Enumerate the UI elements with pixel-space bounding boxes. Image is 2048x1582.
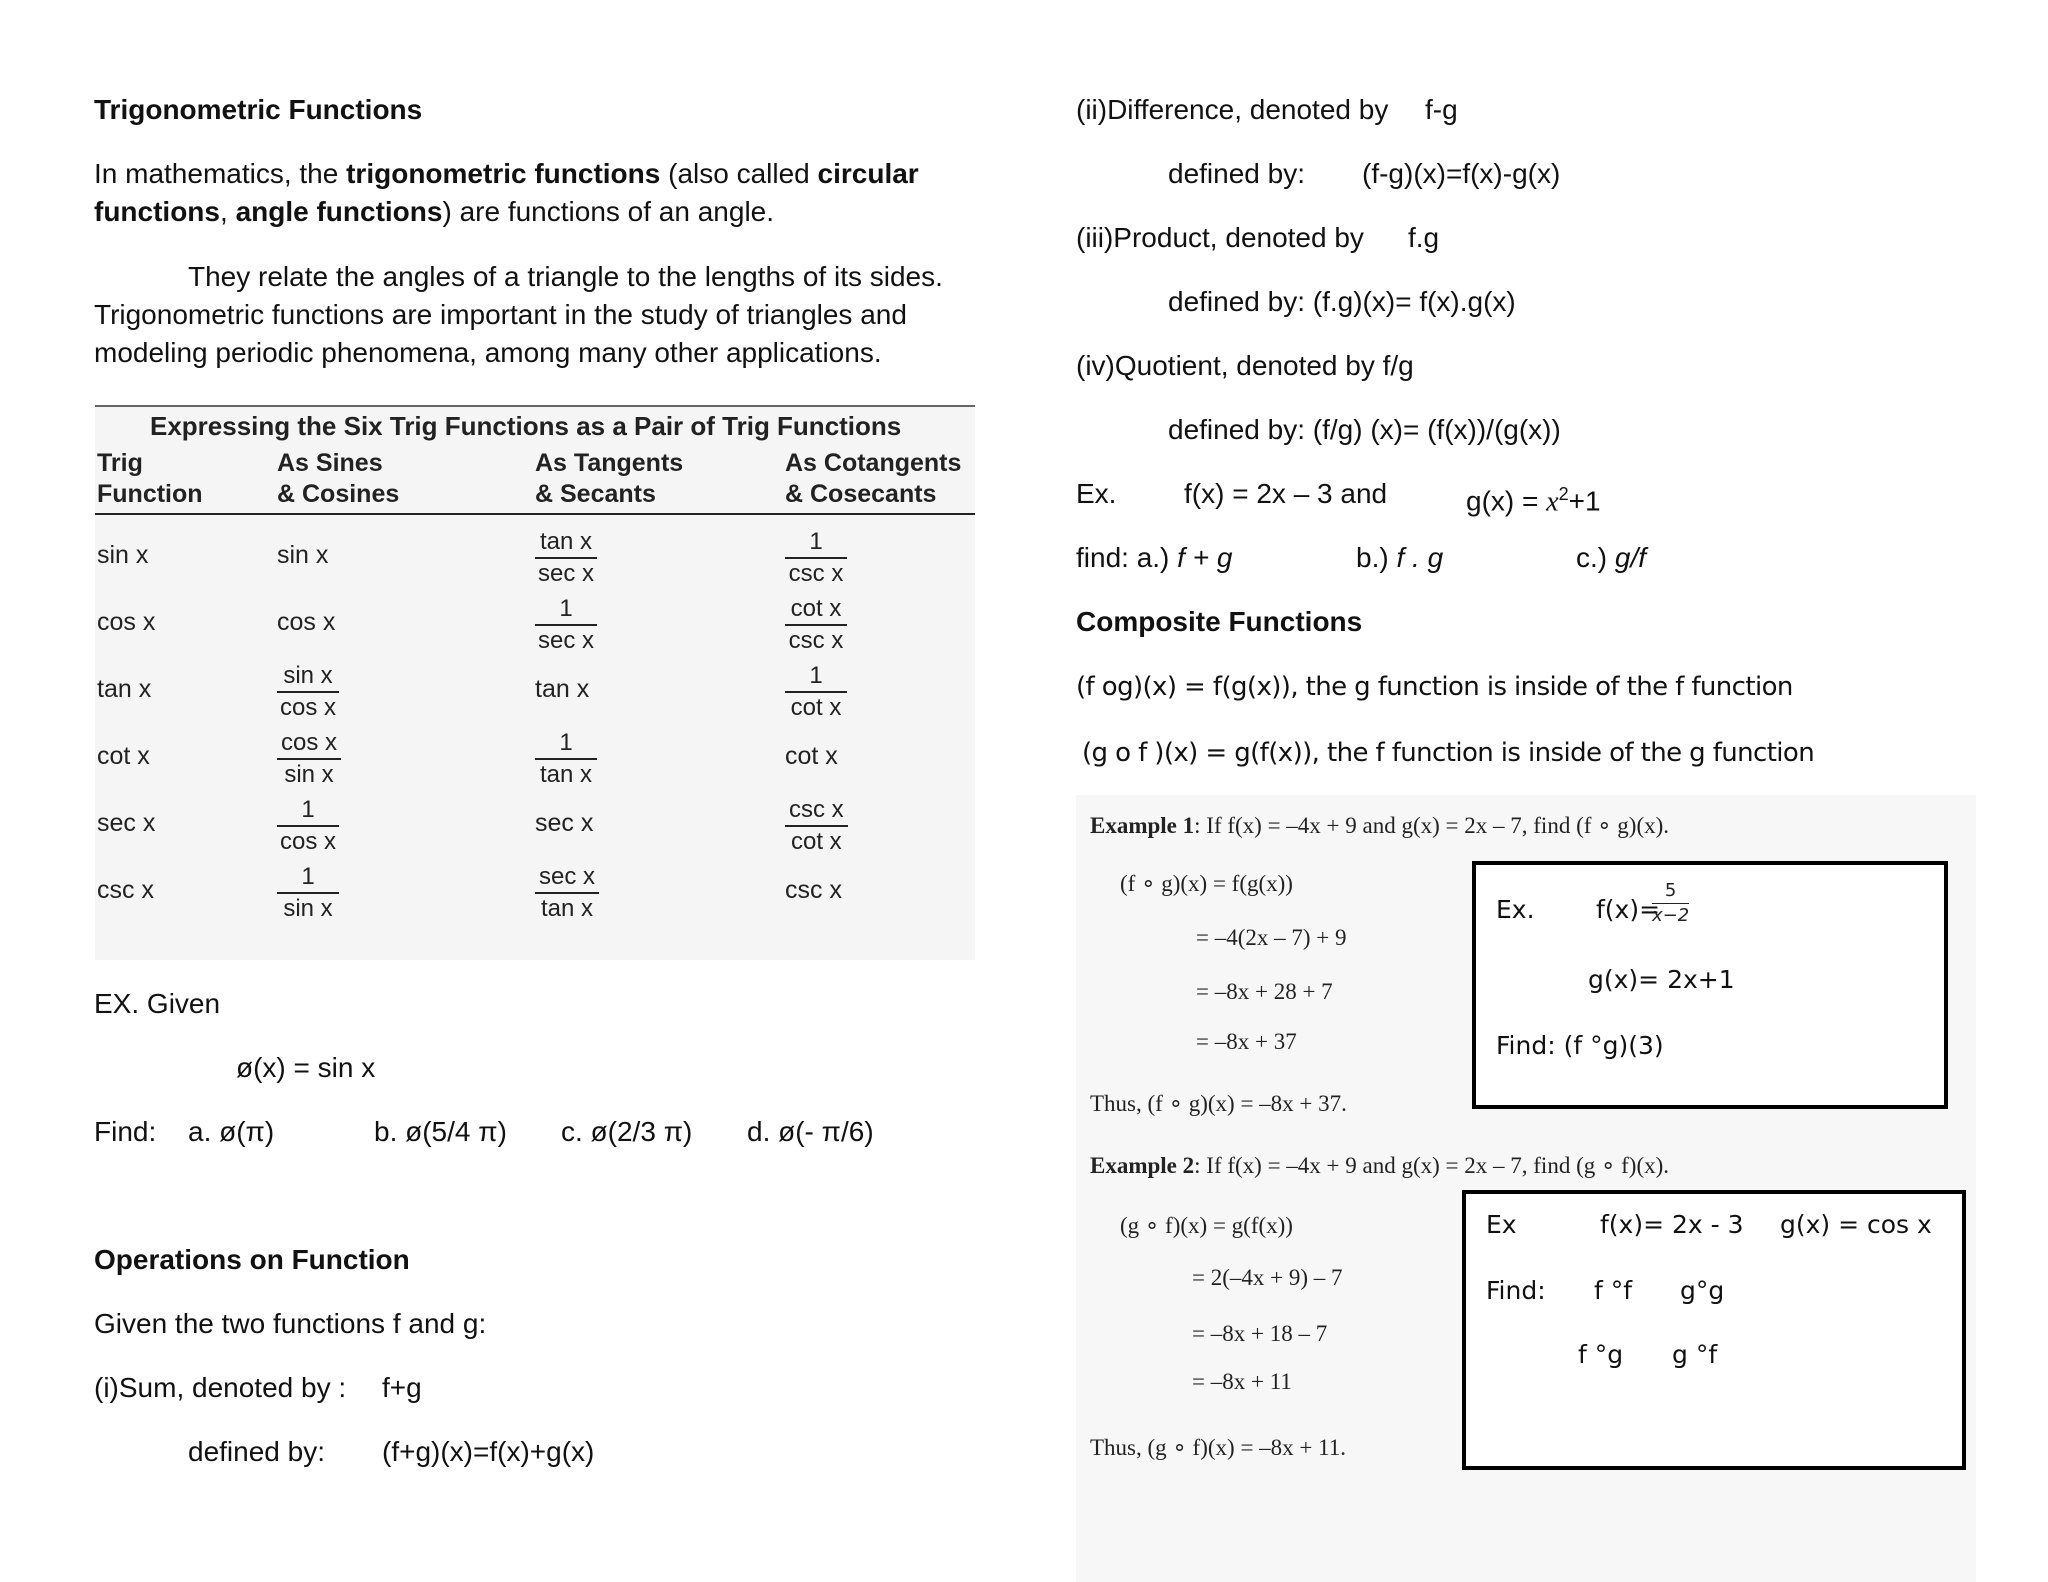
example2-conclusion: Thus, (g ∘ f)(x) = –8x + 11. [1090,1435,1347,1460]
find-item-b: b. ø(5/4 π) [374,1116,507,1147]
table-cell-value: csc x [785,876,842,904]
example2-title-bold: Example 2 [1090,1153,1195,1178]
fraction-denominator: csc x [788,627,844,654]
fraction-numerator: sec x [535,862,599,894]
find-c: g/f [1614,542,1647,573]
table-cell-fraction [277,661,339,723]
header-line: As Cotangents [785,449,962,477]
operations-intro: Given the two functions f and g: [94,1308,487,1339]
box2-f-of-g: f °g [1578,1340,1624,1369]
fraction-denominator: sin x [283,895,333,922]
example1-title-rest: : If f(x) = –4x + 9 and g(x) = 2x – 7, find (f ∘ g)(x). [1194,813,1670,838]
table-cell-value: cos x [277,608,336,636]
example1-step-4: = –8x + 37 [1196,1029,1297,1054]
example1-conclusion: Thus, (f ∘ g)(x) = –8x + 37. [1090,1091,1347,1116]
table-cell-fraction [785,594,847,656]
fraction-numerator: 1 [277,795,339,827]
box2-g: g(x) = cos x [1780,1210,1932,1239]
table-cell-value: cot x [785,742,838,770]
example2-title [1090,1152,1669,1180]
paragraph-line: modeling periodic phenomena, among many other applications. [94,337,882,368]
fraction-denominator: tan x [539,761,593,788]
product-definition: defined by: (f.g)(x)= f(x).g(x) [1168,286,1516,317]
header-line: & Secants [535,480,656,508]
exercise-box-1 [1472,861,1948,1109]
sum-label: (i)Sum, denoted by : [94,1372,347,1403]
fraction-numerator: 1 [785,661,847,693]
table-cell-function: sin x [97,541,149,569]
header-line: As Sines [277,449,383,477]
box2-find: Find: [1486,1276,1546,1305]
table-cell-fraction [535,728,597,790]
example2-step-3: = –8x + 18 – 7 [1192,1321,1328,1346]
paragraph-line: They relate the angles of a triangle to the lengths of its sides. [188,261,943,292]
fraction-numerator: tan x [535,527,597,559]
fraction-numerator: sin x [277,661,339,693]
example-g-variable: x [1546,486,1559,518]
find-item-c: c. ø(2/3 π) [561,1116,693,1147]
intro-term: trigonometric functions [346,158,661,189]
quotient-label: (iv)Quotient, denoted by f/g [1076,350,1414,381]
quotient-definition: defined by: (f/g) (x)= (f(x))/(g(x)) [1168,414,1561,445]
example2-step-1: (g ∘ f)(x) = g(f(x)) [1120,1213,1293,1238]
page-title: Trigonometric Functions [94,94,423,125]
header-line: & Cosecants [785,480,937,508]
find-prefix: find: a.) [1076,542,1178,573]
intro-term: functions [94,196,220,227]
example-g [1466,475,1601,521]
find-line [1076,539,1232,577]
fraction-numerator: csc x [785,795,848,827]
find-item-a: a. ø(π) [188,1116,275,1147]
intro-term: angle functions [235,196,443,227]
fraction-denominator: cot x [790,694,842,721]
find-line-b [1356,539,1443,577]
difference-defined-label: defined by: [1168,158,1305,189]
product-symbol: f.g [1408,222,1440,253]
example-given-label: EX. Given [94,988,221,1019]
table-cell-function: csc x [97,876,154,904]
table-cell-function: cos x [97,608,156,636]
intro-paragraph [94,155,974,231]
find-line-c [1576,539,1646,577]
sum-definition: (f+g)(x)=f(x)+g(x) [382,1436,595,1467]
section-title-operations: Operations on Function [94,1244,410,1275]
fraction-denominator: cot x [790,828,842,855]
table-cell-function: sec x [97,809,156,837]
table-cell-fraction [785,527,847,589]
fraction-denominator: sin x [284,761,334,788]
box1-f-numerator: 5 [1652,879,1689,904]
table-cell-value: sin x [277,541,329,569]
fraction-numerator: 1 [535,594,597,626]
header-tangents-secants [535,448,683,510]
composite-line-2: (g o f )(x) = g(f(x)), the f function is inside of the g function [1082,738,1815,768]
fraction-denominator: cos x [279,694,336,721]
box2-g-of-g: g°g [1680,1276,1725,1305]
example-g-text: g(x) = [1466,485,1547,517]
box1-ex-label: Ex. [1496,895,1535,924]
table-cell-value: tan x [535,675,590,703]
find-b: f . g [1396,542,1444,573]
table-cell-value: sec x [535,809,594,837]
intro-term: circular [817,158,919,189]
table-cell-fraction [277,728,341,790]
find-label: Find: [94,1116,157,1147]
table-cell-fraction [535,862,599,924]
table-top-rule [95,405,975,407]
box2-g-of-f: g °f [1672,1340,1718,1369]
header-line: Trig [97,449,143,477]
fraction-denominator: sec x [537,560,594,587]
table-caption: Expressing the Six Trig Functions as a Pair of Trig Functions [150,411,902,441]
box1-f-fraction [1652,879,1689,928]
table-cell-fraction [785,661,847,723]
fraction-denominator: cos x [279,828,336,855]
difference-symbol: f-g [1425,94,1458,125]
header-line: As Tangents [535,449,684,477]
table-cell-fraction [535,594,597,656]
example1-title [1090,812,1669,840]
fraction-denominator: csc x [788,560,844,587]
find-a: f + g [1177,542,1233,573]
phi-definition: ø(x) = sin x [236,1052,376,1083]
intro-text: ) are functions of an angle. [442,196,775,227]
difference-label: (ii)Difference, denoted by [1076,94,1389,125]
table-cell-fraction [785,795,848,857]
example1-title-bold: Example 1 [1090,813,1195,838]
fraction-denominator: tan x [540,895,594,922]
example1-step-2: = –4(2x – 7) + 9 [1196,925,1347,950]
composite-line-1: (f og)(x) = f(g(x)), the g function is inside of the f function [1076,672,1793,702]
table-cell-function: tan x [97,675,152,703]
box1-f-label: f(x)= [1596,895,1661,924]
table-cell-fraction [277,795,339,857]
table-header-rule [95,513,975,515]
header-sines-cosines [277,448,399,510]
box1-g: g(x)= 2x+1 [1588,965,1735,994]
example-g-tail: +1 [1568,485,1601,517]
section-title-composite: Composite Functions [1076,606,1363,637]
example-label: Ex. [1076,478,1117,509]
example-f: f(x) = 2x – 3 and [1184,478,1388,509]
box1-find: Find: (f °g)(3) [1496,1031,1664,1060]
fraction-numerator: 1 [785,527,847,559]
table-cell-function: cot x [97,742,150,770]
example1-step-1: (f ∘ g)(x) = f(g(x)) [1120,871,1293,896]
box2-f: f(x)= 2x - 3 [1600,1210,1744,1239]
header-trig-function [97,448,203,510]
example-g-exponent: 2 [1558,484,1569,504]
fraction-numerator: cos x [277,728,341,760]
fraction-denominator: sec x [537,627,594,654]
box2-ex-label: Ex [1486,1210,1517,1239]
example2-step-4: = –8x + 11 [1192,1369,1292,1394]
find-b-prefix: b.) [1356,542,1397,573]
product-label: (iii)Product, denoted by [1076,222,1364,253]
header-cotangents-cosecants [785,448,961,510]
intro-text: , [220,196,236,227]
example2-title-rest: : If f(x) = –4x + 9 and g(x) = 2x – 7, find (g ∘ f)(x). [1194,1153,1670,1178]
exercise-box-2 [1462,1190,1966,1470]
intro-text: In mathematics, the [94,158,347,189]
difference-definition: (f-g)(x)=f(x)-g(x) [1362,158,1561,189]
box1-f-denominator: x−2 [1652,905,1690,926]
find-c-prefix: c.) [1576,542,1615,573]
table-cell-fraction [277,862,339,924]
box2-f-of-f: f °f [1594,1276,1633,1305]
fraction-numerator: 1 [277,862,339,894]
sum-symbol: f+g [382,1372,422,1403]
find-item-d: d. ø(- π/6) [747,1116,874,1147]
sum-defined-label: defined by: [188,1436,325,1467]
fraction-numerator: 1 [535,728,597,760]
header-line: & Cosines [277,480,400,508]
table-cell-fraction [535,527,597,589]
example2-step-2: = 2(–4x + 9) – 7 [1192,1265,1343,1290]
fraction-numerator: cot x [785,594,847,626]
paragraph-line: Trigonometric functions are important in the study of triangles and [94,299,907,330]
header-line: Function [97,480,203,508]
intro-text: (also called [660,158,818,189]
trig-functions-table [95,405,975,960]
example1-step-3: = –8x + 28 + 7 [1196,979,1333,1004]
